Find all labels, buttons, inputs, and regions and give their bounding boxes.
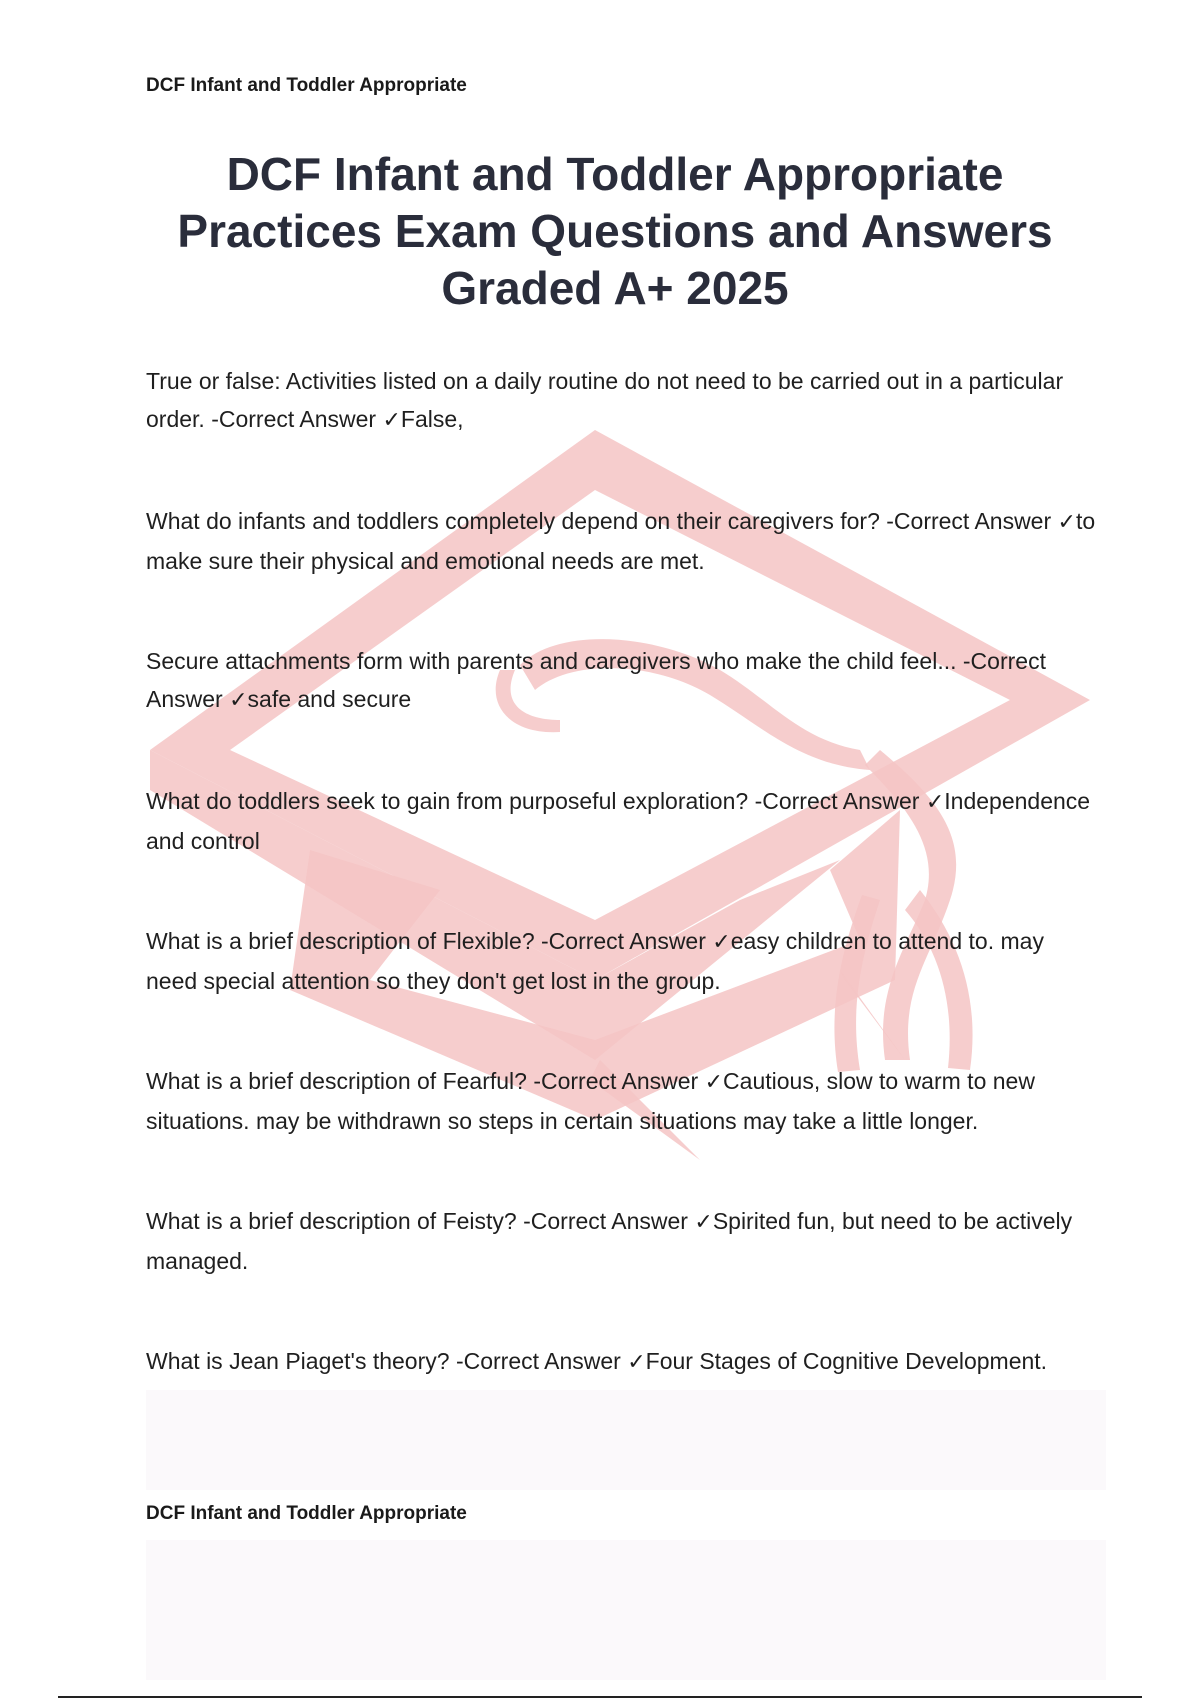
checkmark-icon: ✓ <box>704 1070 724 1095</box>
question-text: What is a brief description of Flexible? -Correct Answer <box>146 928 713 954</box>
answer-text: easy children to attend to. may need special attention so they don't get lost in the group. <box>146 928 1044 994</box>
checkmark-icon: ✓ <box>1057 510 1076 535</box>
title-line-2: Practices Exam Questions and Answers <box>177 205 1053 257</box>
page-shade <box>146 1540 1106 1680</box>
qa-item <box>146 782 1096 884</box>
title-line-1: DCF Infant and Toddler Appropriate <box>226 148 1004 200</box>
document-title <box>110 146 1120 317</box>
qa-item <box>146 362 1096 464</box>
title-line-3: Graded A+ 2025 <box>441 262 789 314</box>
answer-text: safe and secure <box>247 686 412 712</box>
question-text: What is Jean Piaget's theory? -Correct Answer <box>146 1348 628 1374</box>
question-text: What is a brief description of Feisty? -Correct Answer <box>146 1208 695 1234</box>
qa-item <box>146 1062 1096 1164</box>
answer-text: False, <box>400 406 464 432</box>
checkmark-icon: ✓ <box>712 930 731 955</box>
page-divider <box>58 1696 1142 1698</box>
qa-list <box>146 362 1096 1482</box>
question-text: What do toddlers seek to gain from purposeful exploration? -Correct Answer <box>146 788 926 814</box>
qa-item <box>146 1342 1096 1444</box>
qa-item <box>146 922 1096 1024</box>
checkmark-icon: ✓ <box>925 790 945 815</box>
answer-text: Four Stages of Cognitive Development. <box>645 1348 1048 1374</box>
question-text: True or false: Activities listed on a daily routine do not need to be carried out in a particular order. -Correct Answer <box>146 368 1064 432</box>
answer-text: Spirited fun, but need to be actively managed. <box>146 1208 1073 1274</box>
qa-item <box>146 1202 1096 1304</box>
answer-text: to make sure their physical and emotional needs are met. <box>146 508 1096 574</box>
running-footer: DCF Infant and Toddler Appropriate <box>146 1503 467 1524</box>
answer-text: Independence and control <box>146 788 1091 854</box>
checkmark-icon: ✓ <box>627 1350 646 1375</box>
checkmark-icon: ✓ <box>229 688 248 713</box>
qa-item <box>146 642 1096 744</box>
question-text: What is a brief description of Fearful? -Correct Answer <box>146 1068 705 1094</box>
checkmark-icon: ✓ <box>382 408 401 433</box>
question-text: What do infants and toddlers completely depend on their caregivers for? -Correct Answer <box>146 508 1058 534</box>
running-header: DCF Infant and Toddler Appropriate <box>146 75 467 96</box>
answer-text: Cautious, slow to warm to new situations. may be withdrawn so steps in certain situations may take a little longer. <box>146 1068 1035 1134</box>
question-text: Secure attachments form with parents and caregivers who make the child feel... -Correct Answer <box>146 648 1046 712</box>
checkmark-icon: ✓ <box>694 1210 713 1235</box>
qa-item <box>146 502 1096 604</box>
